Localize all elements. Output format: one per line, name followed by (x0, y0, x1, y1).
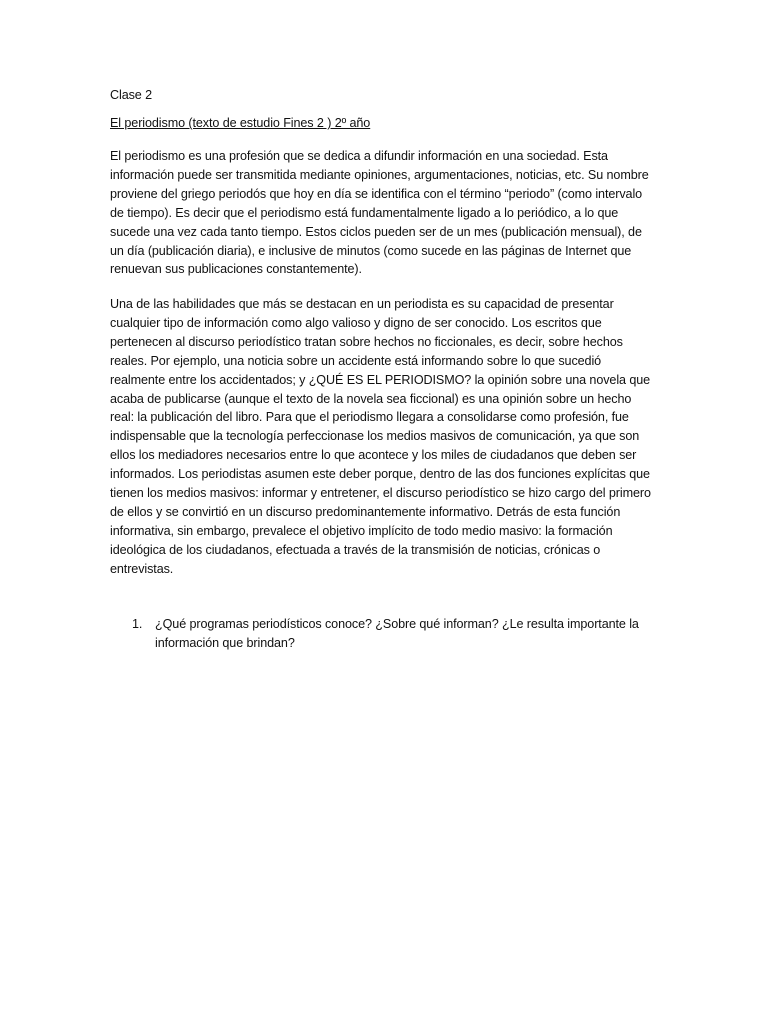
question-text: ¿Qué programas periodísticos conoce? ¿Sobre qué informan? ¿Le resulta importante la información que brindan? (155, 617, 639, 650)
document-body (110, 86, 658, 578)
question-number: 1. (132, 617, 143, 631)
paragraph-journalist-skills: Una de las habilidades que más se destacan en un periodista es su capacidad de presentar cualquier tipo de información como algo valioso y digno de ser conocido. Los escritos que pertenecen al discurso periodístico tratan sobre hechos no ficcionales, es decir, sobre hechos reales. Por ejemplo, una noticia sobre un accidente está informando sobre lo que sucedió realmente entre los accidentados; y ¿QUÉ ES EL PERIODISMO? la opinión sobre una novela que acaba de publicarse (aunque el texto de la novela sea ficcional) es una opinión sobre un hecho real: la publicación del libro. Para que el periodismo llegara a consolidarse como profesión, fue indispensable que la tecnología perfeccionase los medios masivos de comunicación, ya que son ellos los mediadores necesarios entre lo que acontece y los miles de ciudadanos que deben ser informados. Los periodistas asumen este deber porque, dentro de las dos funciones explícitas que tienen los medios masivos: informar y entretener, el discurso periodístico se hizo cargo del primero de ellos y se convirtió en un discurso predominantemente informativo. Detrás de esta función informativa, sin embargo, prevalece el objetivo implícito de todo medio masivo: la formación ideológica de los ciudadanos, efectuada a través de la transmisión de noticias, crónicas o entrevistas. (110, 297, 651, 576)
question-list (110, 615, 670, 653)
question-item (110, 615, 670, 653)
document-subtitle: El periodismo (texto de estudio Fines 2 ) 2º año (110, 116, 371, 130)
paragraph-definition: El periodismo es una profesión que se dedica a difundir información en una sociedad. Esta información puede ser transmitida mediante opiniones, argumentaciones, noticias, etc. Su nombre proviene del griego periodós que hoy en día se identifica con el término “periodo” (como intervalo de tiempo). Es decir que el periodismo está fundamentalmente ligado a lo periódico, a lo que sucede una vez cada tanto tiempo. Estos ciclos pueden ser de un mes (publicación mensual), de un día (publicación diaria), e inclusive de minutos (como sucede en las páginas de Internet que renuevan sus publicaciones constantemente). (110, 149, 649, 277)
class-heading: Clase 2 (110, 88, 153, 102)
